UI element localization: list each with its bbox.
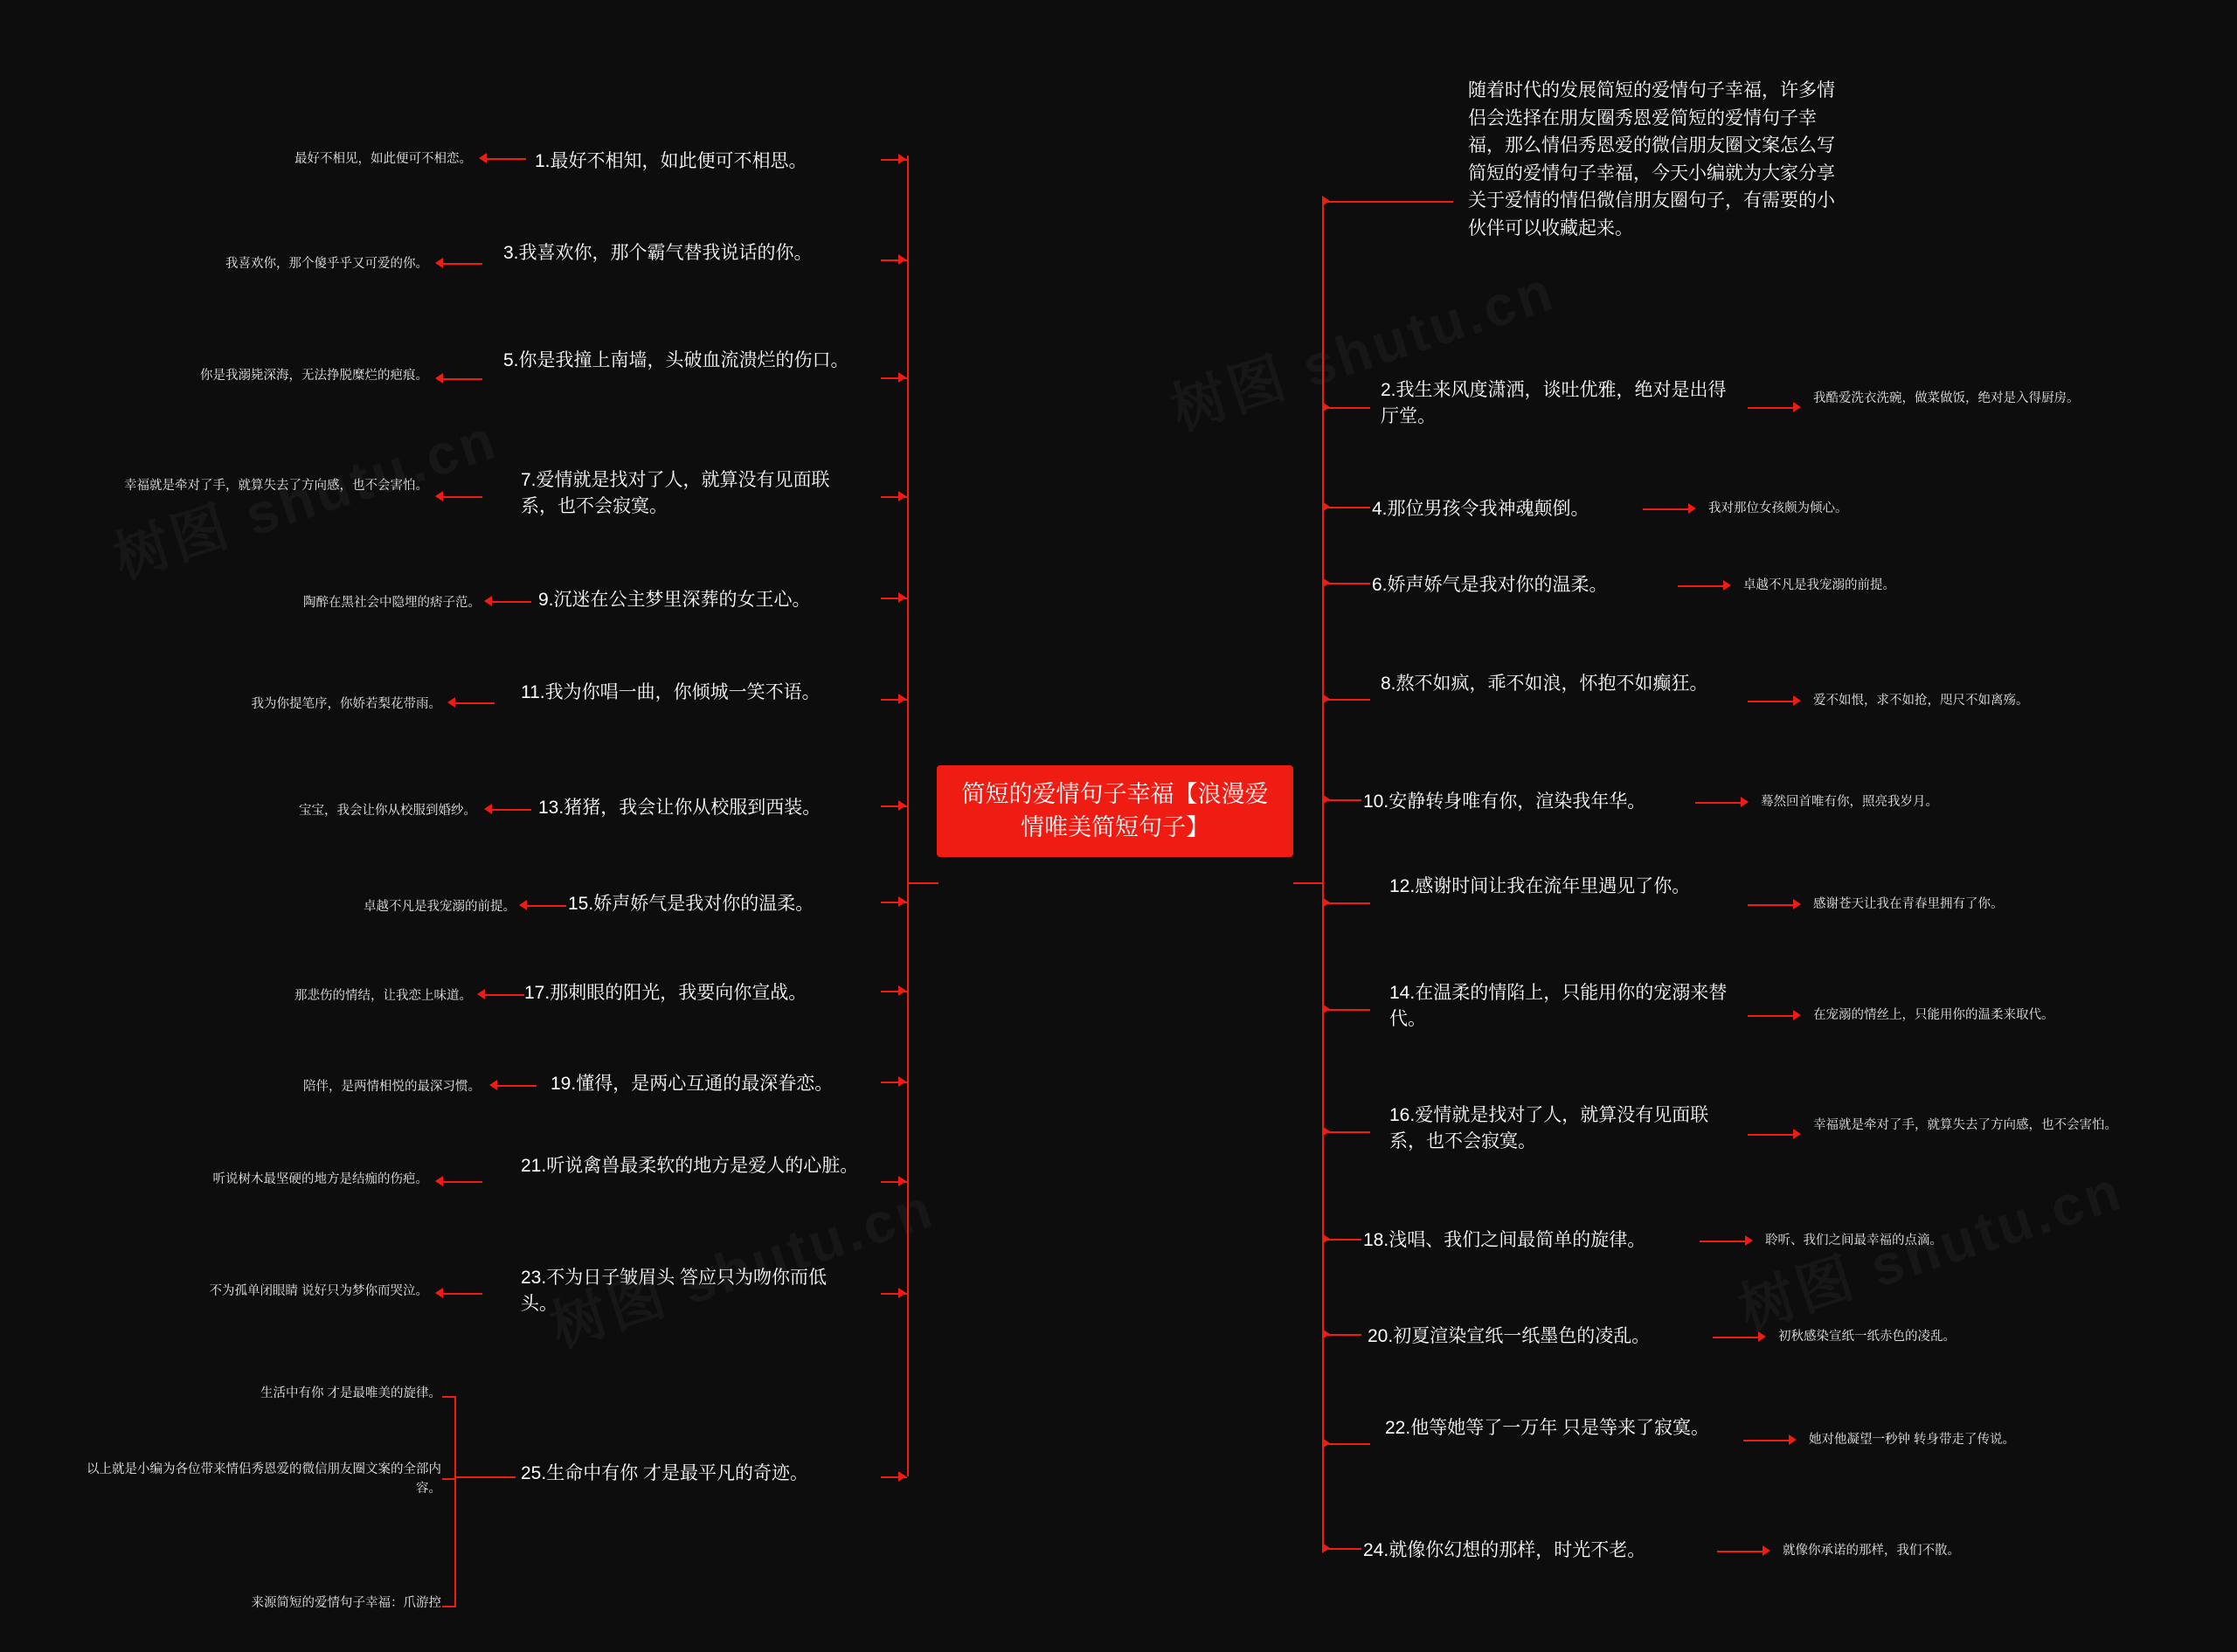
left-arrow-5 [898,372,906,383]
left-sub-connector-15 [524,905,566,907]
left-arrow-9 [898,592,906,603]
left-sub-connector-17 [482,994,524,996]
left-sub-13[interactable]: 宝宝，我会让你从校服到婚纱。 [299,804,476,818]
left-main-9[interactable]: 9.沉迷在公主梦里深葬的女王心。 [538,590,811,610]
right-main-2[interactable]: 2.我生来风度潇洒，谈吐优雅，绝对是出得厅堂。 [1381,380,1727,427]
right-sub-8[interactable]: 爱不如恨，求不如抢，咫尺不如离殇。 [1813,694,2029,708]
right-sub-connector-22 [1743,1440,1794,1441]
right-arrow-14 [1322,1004,1330,1014]
left-sub-25-tick-1 [442,1396,456,1398]
right-sub-6[interactable]: 卓越不凡是我宠溺的前提。 [1743,578,1895,592]
left-arrow-13 [898,800,906,811]
left-main-13[interactable]: 13.猪猪，我会让你从校服到西装。 [538,798,821,818]
left-main-11[interactable]: 11.我为你唱一曲，你倾城一笑不语。 [521,682,821,702]
right-sub-connector-8 [1748,701,1798,702]
left-sub-arrow-19 [489,1080,497,1090]
right-main-22[interactable]: 22.他等她等了一万年 只是等来了寂寞。 [1385,1418,1710,1438]
right-sub-connector-20 [1713,1337,1763,1338]
left-sub-7[interactable]: 幸福就是牵对了手，就算失去了方向感，也不会害怕。 [124,479,428,493]
left-sub-arrow-1 [479,153,487,163]
left-sub-arrow-13 [484,804,492,814]
left-sub-15[interactable]: 卓越不凡是我宠溺的前提。 [364,900,516,914]
right-arrow-12 [1322,897,1330,908]
left-sub-5[interactable]: 你是我溺毙深海，无法挣脱糜烂的疤痕。 [200,369,428,383]
right-sub-arrow-10 [1741,797,1749,807]
left-sub-arrow-3 [435,258,443,268]
right-sub-arrow-22 [1789,1434,1797,1445]
left-sub-11[interactable]: 我为你提笔序，你娇若梨花带雨。 [251,697,441,711]
right-sub-2[interactable]: 我酷爱洗衣洗碗，做菜做饭，绝对是入得厨房。 [1813,391,2080,405]
left-extra-2[interactable]: 来源简短的爱情句子幸福：爪游控 [251,1596,441,1610]
right-main-8[interactable]: 8.熬不如疯，乖不如浪，怀抱不如癫狂。 [1381,674,1708,694]
right-main-16[interactable]: 16.爱情就是找对了人，就算没有见面联系，也不会寂寞。 [1389,1105,1709,1152]
right-sub-connector-16 [1748,1134,1798,1136]
left-main-15[interactable]: 15.娇声娇气是我对你的温柔。 [568,894,814,914]
right-main-14[interactable]: 14.在温柔的情陷上，只能用你的宠溺来替代。 [1389,983,1728,1030]
left-arrow-7 [898,491,906,501]
right-arrow-8 [1322,694,1330,704]
left-sub-3[interactable]: 我喜欢你，那个傻乎乎又可爱的你。 [225,257,428,271]
intro-text: 随着时代的发展简短的爱情句子幸福，许多情侣会选择在朋友圈秀恩爱简短的爱情句子幸福，那么情侣秀恩爱的微信朋友圈文案怎么写简短的爱情句子幸福，今天小编就为大家分享关于爱情的情侣微信朋友圈句子，有需要的小伙伴可以收藏起来。 [1468,80,1835,238]
left-sub-connector-5 [440,378,482,380]
right-sub-arrow-8 [1793,695,1801,706]
left-sub-arrow-15 [519,900,527,910]
right-sub-arrow-4 [1688,503,1696,514]
center-right-connector [1293,882,1324,884]
left-arrow-1 [898,154,906,164]
left-arrow-3 [898,254,906,265]
right-sub-arrow-2 [1793,402,1801,412]
left-arrow-17 [898,985,906,996]
left-sub-25-connector [454,1476,516,1478]
right-sub-4[interactable]: 我对那位女孩颇为倾心。 [1708,501,1848,515]
left-sub-connector-7 [440,496,482,498]
left-main-7[interactable]: 7.爱情就是找对了人，就算没有见面联系，也不会寂寞。 [521,470,830,517]
left-sub-25-tick-2 [442,1478,456,1480]
left-arrow-25 [898,1471,906,1482]
right-main-6[interactable]: 6.娇声娇气是我对你的温柔。 [1372,575,1608,595]
left-sub-25-tick-3 [442,1606,456,1607]
left-sub-arrow-5 [435,373,443,384]
right-sub-arrow-18 [1745,1235,1753,1246]
left-sub-23[interactable]: 不为孤单闭眼睛 说好只为梦你而哭泣。 [209,1284,428,1298]
right-sub-connector-4 [1643,508,1693,510]
left-sub-arrow-7 [435,491,443,501]
right-main-4[interactable]: 4.那位男孩令我神魂颠倒。 [1372,499,1589,519]
left-sub-connector-19 [495,1085,537,1087]
right-sub-18[interactable]: 聆听、我们之间最幸福的点滴。 [1765,1234,1943,1248]
right-sub-14[interactable]: 在宠溺的情丝上，只能用你的温柔来取代。 [1813,1008,2054,1022]
left-main-23[interactable]: 23.不为日子皱眉头 答应只为吻你而低头。 [521,1268,828,1315]
left-spine [907,156,909,1476]
right-arrow-18 [1322,1234,1330,1244]
left-main-25[interactable]: 25.生命中有你 才是最平凡的奇迹。 [521,1463,809,1483]
left-sub-arrow-21 [435,1176,443,1186]
right-sub-12[interactable]: 感谢苍天让我在青春里拥有了你。 [1813,897,2004,911]
right-sub-20[interactable]: 初秋感染宣纸一纸赤色的凌乱。 [1778,1330,1956,1344]
right-arrow-16 [1322,1126,1330,1137]
left-main-5[interactable]: 5.你是我撞上南墙，头破血流溃烂的伤口。 [503,350,849,370]
right-connector-intro [1322,201,1453,203]
left-sub-arrow-17 [477,989,485,999]
right-sub-arrow-24 [1763,1545,1770,1556]
left-main-1[interactable]: 1.最好不相知，如此便可不相思。 [535,151,807,171]
right-arrow-20 [1322,1329,1330,1339]
right-arrow-22 [1322,1438,1330,1448]
right-arrow-10 [1322,794,1330,805]
left-arrow-23 [898,1288,906,1298]
left-sub-arrow-23 [435,1288,443,1298]
right-sub-22[interactable]: 她对他凝望一秒钟 转身带走了传说。 [1809,1433,2016,1447]
right-main-18[interactable]: 18.浅唱、我们之间最简单的旋律。 [1363,1230,1646,1250]
left-extra-1[interactable]: 以上就是小编为各位带来情侣秀恩爱的微信朋友圈文案的全部内容。 [87,1462,441,1496]
right-main-20[interactable]: 20.初夏渲染宣纸一纸墨色的凌乱。 [1368,1326,1651,1346]
right-sub-10[interactable]: 蓦然回首唯有你，照亮我岁月。 [1761,795,1938,809]
right-sub-24[interactable]: 就像你承诺的那样，我们不散。 [1783,1544,1960,1558]
right-sub-arrow-16 [1793,1129,1801,1139]
right-sub-connector-10 [1695,802,1746,804]
right-sub-connector-2 [1748,407,1798,409]
left-main-3[interactable]: 3.我喜欢你，那个霸气替我说话的你。 [503,243,813,263]
right-arrow-4 [1322,501,1330,512]
left-sub-9[interactable]: 陶醉在黑社会中隐埋的痞子范。 [303,596,481,610]
left-sub-connector-21 [440,1181,482,1183]
right-sub-connector-18 [1700,1241,1750,1242]
left-sub-1[interactable]: 最好不相见，如此便可不相恋。 [294,152,472,166]
right-main-12[interactable]: 12.感谢时间让我在流年里遇见了你。 [1389,876,1691,896]
right-main-10[interactable]: 10.安静转身唯有你，渲染我年华。 [1363,791,1646,812]
center-topic[interactable]: 简短的爱情句子幸福【浪漫爱情唯美简短句子】 [937,765,1293,857]
right-main-24[interactable]: 24.就像你幻想的那样，时光不老。 [1363,1540,1646,1560]
left-sub-connector-3 [440,263,482,265]
right-sub-arrow-12 [1793,899,1801,909]
left-sub-17[interactable]: 那悲伤的情结，让我恋上味道。 [294,989,472,1003]
left-arrow-15 [898,896,906,907]
left-main-17[interactable]: 17.那刺眼的阳光，我要向你宣战。 [524,983,807,1003]
left-sub-arrow-9 [484,596,492,606]
left-sub-connector-9 [489,601,531,603]
right-sub-connector-12 [1748,904,1798,906]
left-sub-connector-11 [453,702,495,704]
right-sub-arrow-20 [1758,1331,1766,1342]
left-sub-connector-1 [484,158,526,160]
left-sub-21[interactable]: 听说树木最坚硬的地方是结痂的伤疤。 [212,1172,428,1186]
right-arrow-24 [1322,1543,1330,1553]
left-sub-arrow-11 [447,697,455,708]
right-arrow-2 [1322,402,1330,412]
right-sub-connector-14 [1748,1015,1798,1017]
right-arrow-intro [1322,196,1330,206]
center-left-connector [907,882,938,884]
right-sub-connector-24 [1717,1551,1768,1552]
left-sub-connector-23 [440,1293,482,1295]
right-arrow-6 [1322,577,1330,588]
right-sub-connector-6 [1678,585,1728,587]
left-main-19[interactable]: 19.懂得，是两心互通的最深眷恋。 [551,1074,834,1094]
left-sub-connector-13 [489,809,531,811]
watermark [539,1164,944,1364]
left-sub-19[interactable]: 陪伴，是两情相悦的最深习惯。 [303,1080,481,1094]
right-sub-arrow-14 [1793,1010,1801,1020]
left-sub-25-spine [454,1398,456,1607]
left-sub-25[interactable]: 生活中有你 才是最唯美的旋律。 [260,1386,441,1400]
left-arrow-19 [898,1076,906,1087]
right-sub-16[interactable]: 幸福就是牵对了手，就算失去了方向感，也不会害怕。 [1813,1118,2117,1132]
left-arrow-21 [898,1176,906,1186]
left-main-21[interactable]: 21.听说禽兽最柔软的地方是爱人的心脏。 [521,1156,859,1176]
left-arrow-11 [898,694,906,704]
right-sub-arrow-6 [1723,580,1731,591]
